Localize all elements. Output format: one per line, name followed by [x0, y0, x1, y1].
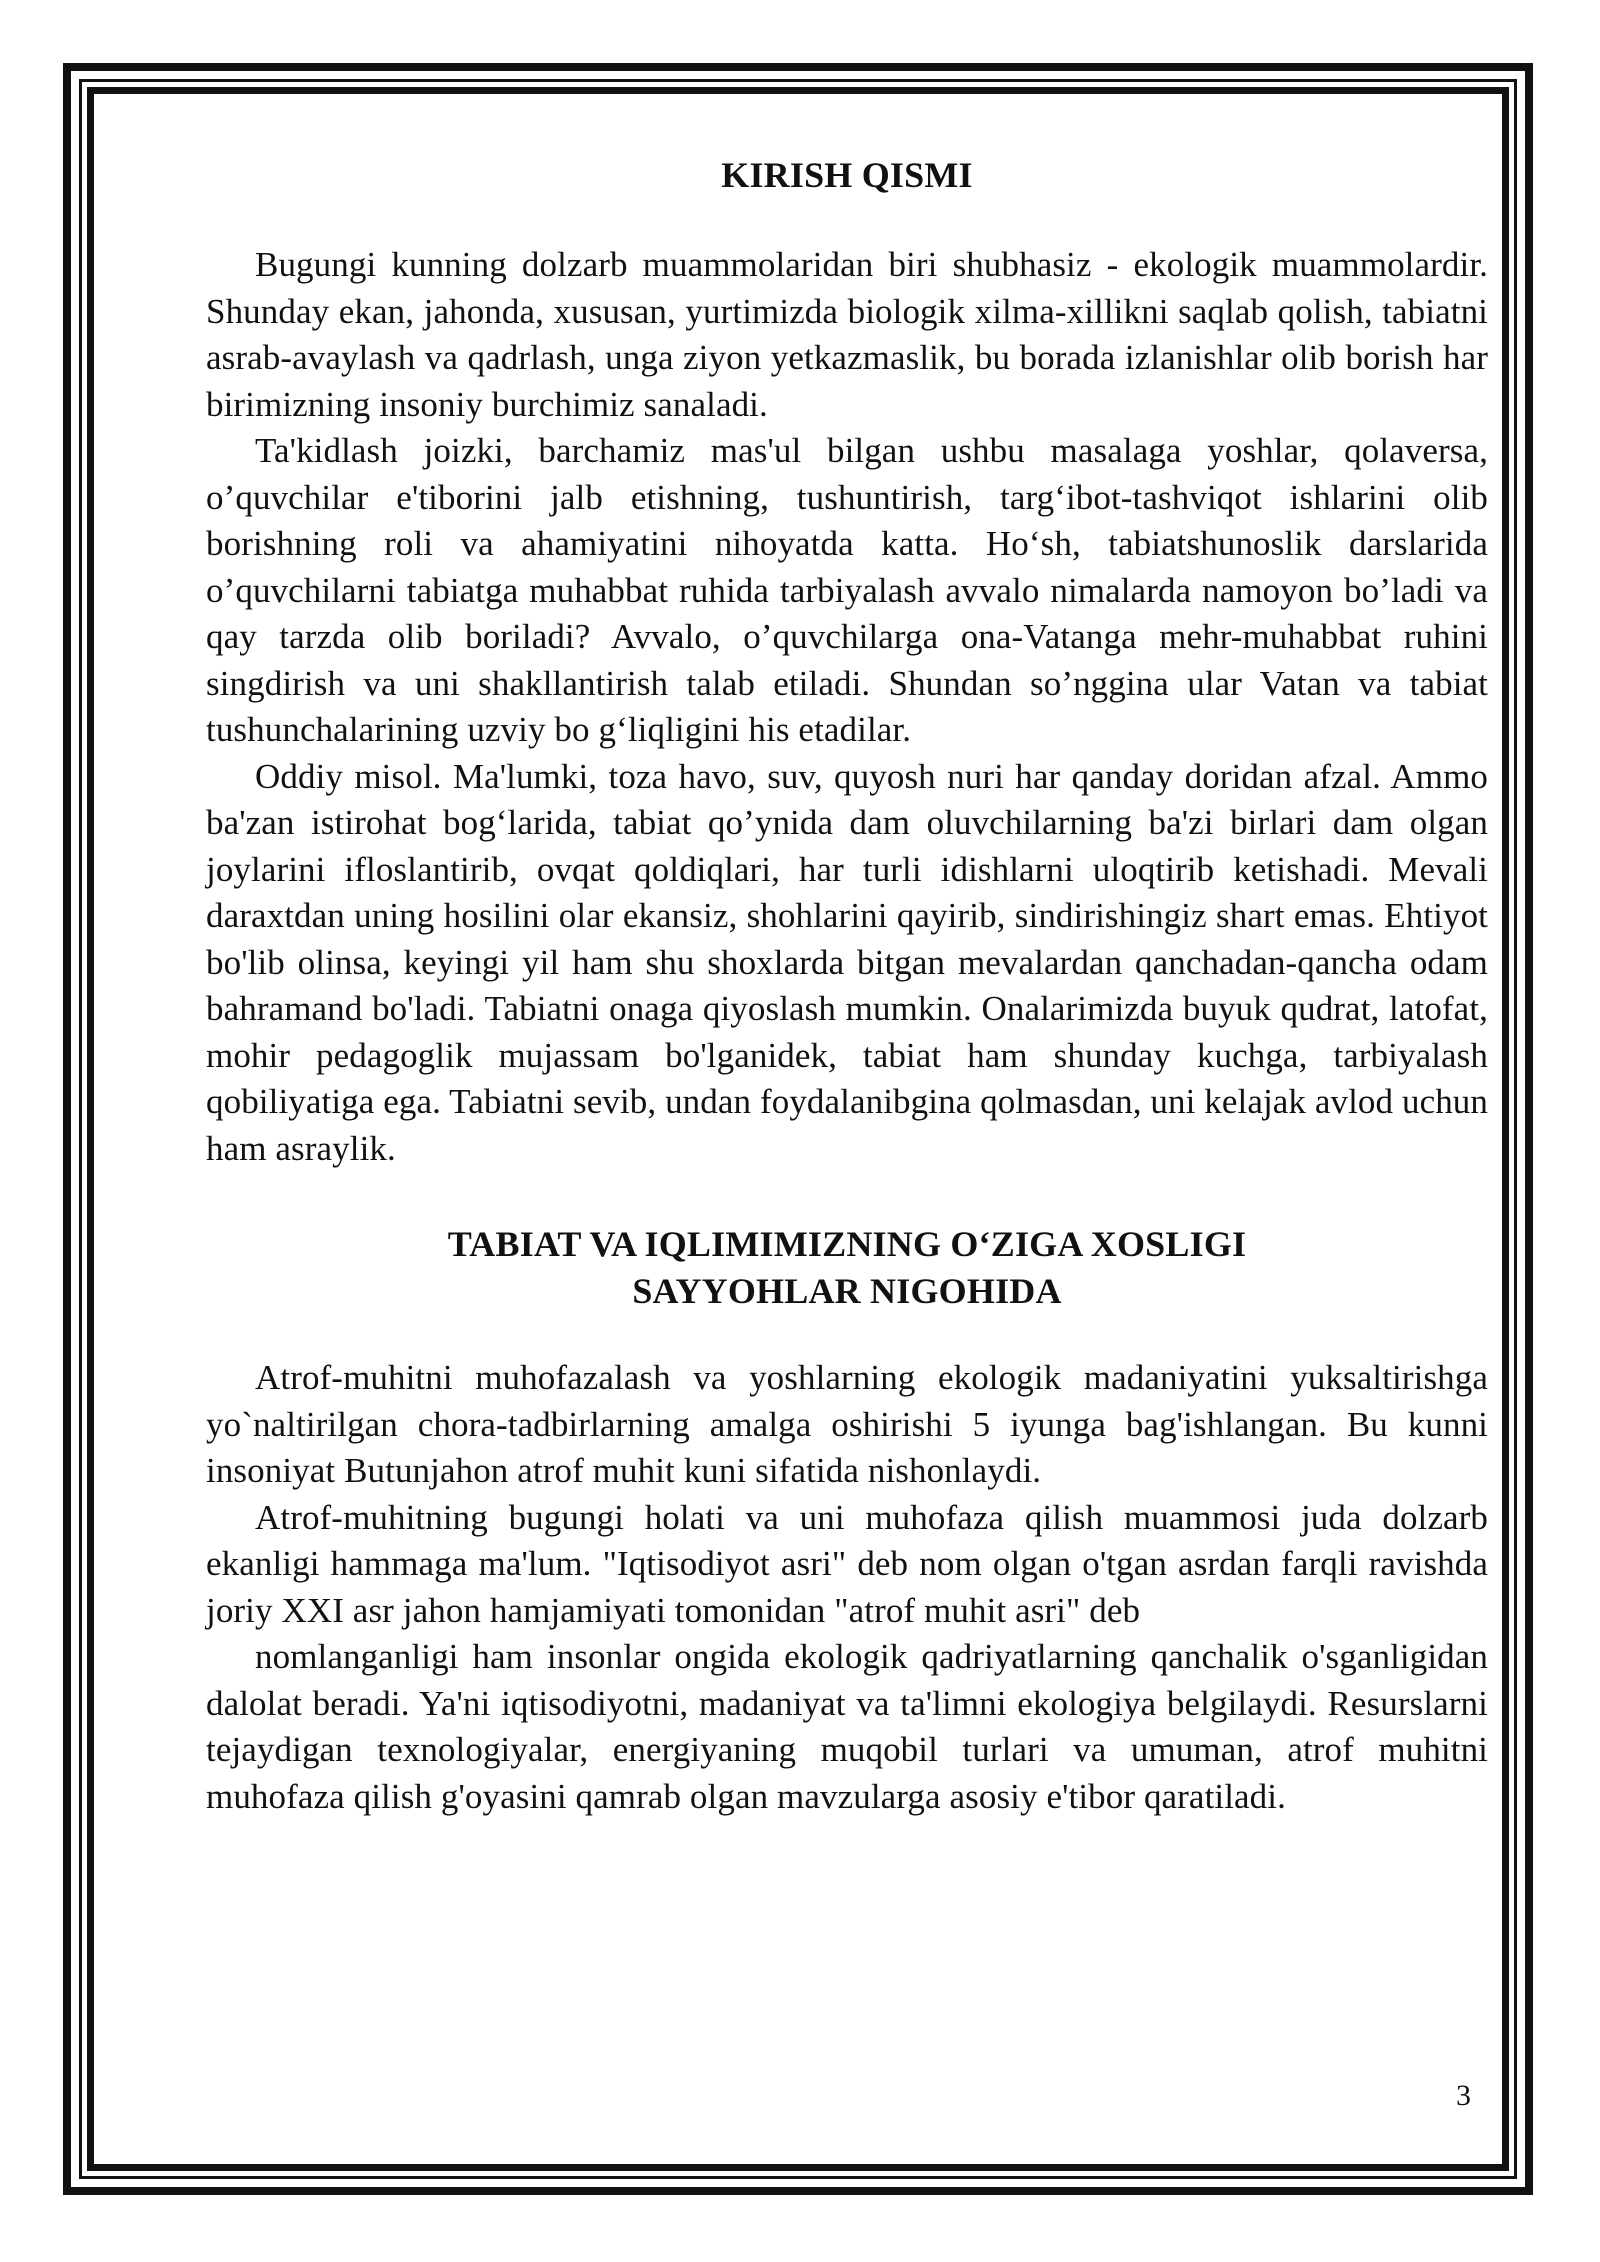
paragraph: Atrof-muhitning bugungi holati va uni muhofaza qilish muammosi juda dolzarb ekanligi hammaga ma'lum. "Iqtisodiyot asri" deb nom olgan o'tgan asrdan farqli ravishda joriy XXI asr jahon hamjamiyati tomonidan "atrof muhit asri" deb — [206, 1497, 1488, 1630]
paragraph: Bugungi kunning dolzarb muammolaridan biri shubhasiz - ekologik muammolardir. Shunday ekan, jahonda, xususan, yurtimizda biologik xilma-xillikni saqlab qolish, tabiatni asrab-avaylash va qadrlash, unga ziyon yetkazmaslik, bu borada izlanishlar olib borish har birimizning insoniy burchimiz sanaladi. — [206, 245, 1488, 424]
section-title-tabiat — [206, 1221, 1488, 1315]
paragraph: Atrof-muhitni muhofazalash va yoshlarning ekologik madaniyatini yuksaltirishga yo`naltirilgan chora-tadbirlarning amalga oshirishi 5 iyunga bag'ishlangan. Bu kunni insoniyat Butunjahon atrof muhit kuni sifatida nishonlaydi. — [206, 1358, 1488, 1490]
paragraph: Ta'kidlash joizki, barchamiz mas'ul bilgan ushbu masalaga yoshlar, qolaversa, o’quvchilar e'tiborini jalb etishning, tushuntirish, targ‘ibot-tashviqot ishlarini olib borishning roli va ahamiyatini nihoyatda katta. Ho‘sh, tabiatshunoslik darslarida o’quvchilarni tabiatga muhabbat ruhida tarbiyalash avvalo nimalarda namoyon bo’ladi va qay tarzda olib boriladi? Avvalo, o’quvchilarga ona-Vatanga mehr-muhabbat ruhini singdirish va uni shakllantirish talab etiladi. Shundan so’nggina ular Vatan va tabiat tushunchalarining uzviy bo g‘liqligini his etadilar. — [206, 431, 1488, 749]
section-title-kirish: KIRISH QISMI — [721, 155, 973, 195]
paragraph: nomlanganligi ham insonlar ongida ekologik qadriyatlarning qanchalik o'sganligidan dalolat beradi. Ya'ni iqtisodiyotni, madaniyat va ta'limni ekologiya belgilaydi. Resurslarni tejaydigan texnologiyalar, energiyaning muqobil turlari va umuman, atrof muhitni muhofaza qilish g'oyasini qamrab olgan mavzularga asosiy e'tibor qaratiladi. — [206, 1637, 1488, 1816]
paragraph: Oddiy misol. Ma'lumki, toza havo, suv, quyosh nuri har qanday doridan afzal. Ammo ba'zan istirohat bog‘larida, tabiat qo’ynida dam oluvchilarning ba'zi birlari dam olgan joylarini ifloslantirib, ovqat qoldiqlari, har turli idishlarni uloqtirib ketishadi. Mevali daraxtdan uning hosilini olar ekansiz, shohlarini qayirib, sindirishingiz shart emas. Ehtiyot bo'lib olinsa, keyingi yil ham shu shoxlarda bitgan mevalardan qanchadan-qancha odam bahramand bo'ladi. Tabiatni onaga qiyoslash mumkin. Onalarimizda buyuk qudrat, latofat, mohir pedagoglik mujassam bo'lganidek, tabiat ham shunday kuchga, tarbiyalash qobiliyatiga ega. Tabiatni sevib, undan foydalanibgina qolmasdan, uni kelajak avlod uchun ham asraylik. — [206, 756, 1489, 1168]
page-number: 3 — [1456, 2079, 1471, 2112]
page-content — [206, 152, 1488, 1820]
section-title-line: TABIAT VA IQLIMIMIZNING O‘ZIGA XOSLIGI — [447, 1224, 1247, 1264]
section-title-line: SAYYOHLAR NIGOHIDA — [632, 1271, 1062, 1311]
